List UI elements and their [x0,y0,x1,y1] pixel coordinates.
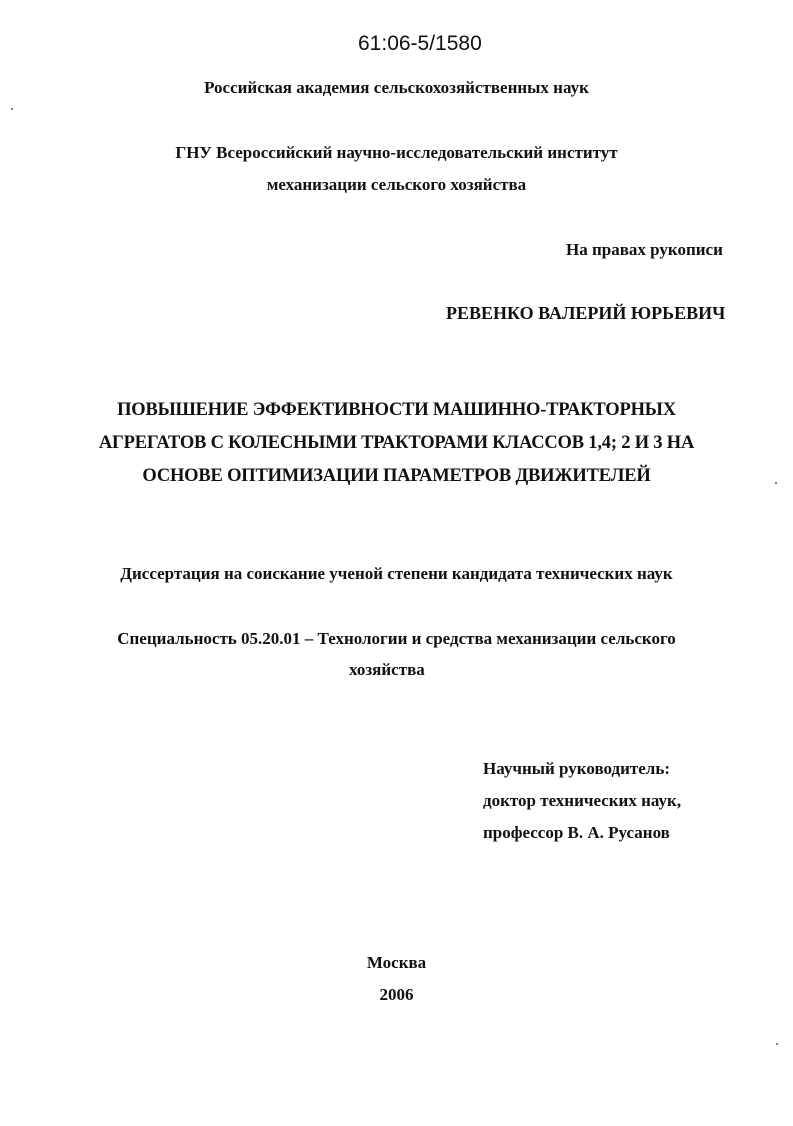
registration-code: 61:06-5/1580 [358,32,482,55]
scan-speck [11,108,13,110]
advisor-name: профессор В. А. Русанов [483,823,670,842]
author-name: РЕВЕНКО ВАЛЕРИЙ ЮРЬЕВИЧ [446,303,726,323]
thesis-title-line-1: ПОВЫШЕНИЕ ЭФФЕКТИВНОСТИ МАШИННО-ТРАКТОРНЫХ [117,400,676,420]
scan-speck [775,482,777,484]
academy-name: Российская академия сельскохозяйственных наук [204,78,589,97]
thesis-title-line-2: АГРЕГАТОВ С КОЛЕСНЫМИ ТРАКТОРАМИ КЛАССОВ 1,4; 2 И 3 НА [98,433,695,453]
advisor-degree: доктор технических наук, [483,791,682,810]
specialty-line-2: хозяйства [349,660,425,679]
institute-name-line-1: ГНУ Всероссийский научно-исследовательский институт [175,143,618,162]
institute-name-line-2: механизации сельского хозяйства [266,175,527,194]
specialty-line-1: Специальность 05.20.01 – Технологии и средства механизации сельского [117,629,676,648]
scan-speck [776,1043,778,1045]
manuscript-note: На правах рукописи [566,240,723,259]
dissertation-type: Диссертация на соискание ученой степени кандидата технических наук [120,564,673,583]
thesis-title-line-3: ОСНОВЕ ОПТИМИЗАЦИИ ПАРАМЕТРОВ ДВИЖИТЕЛЕЙ [142,466,651,486]
city: Москва [366,953,427,972]
advisor-label: Научный руководитель: [483,759,670,778]
year: 2006 [379,985,414,1004]
